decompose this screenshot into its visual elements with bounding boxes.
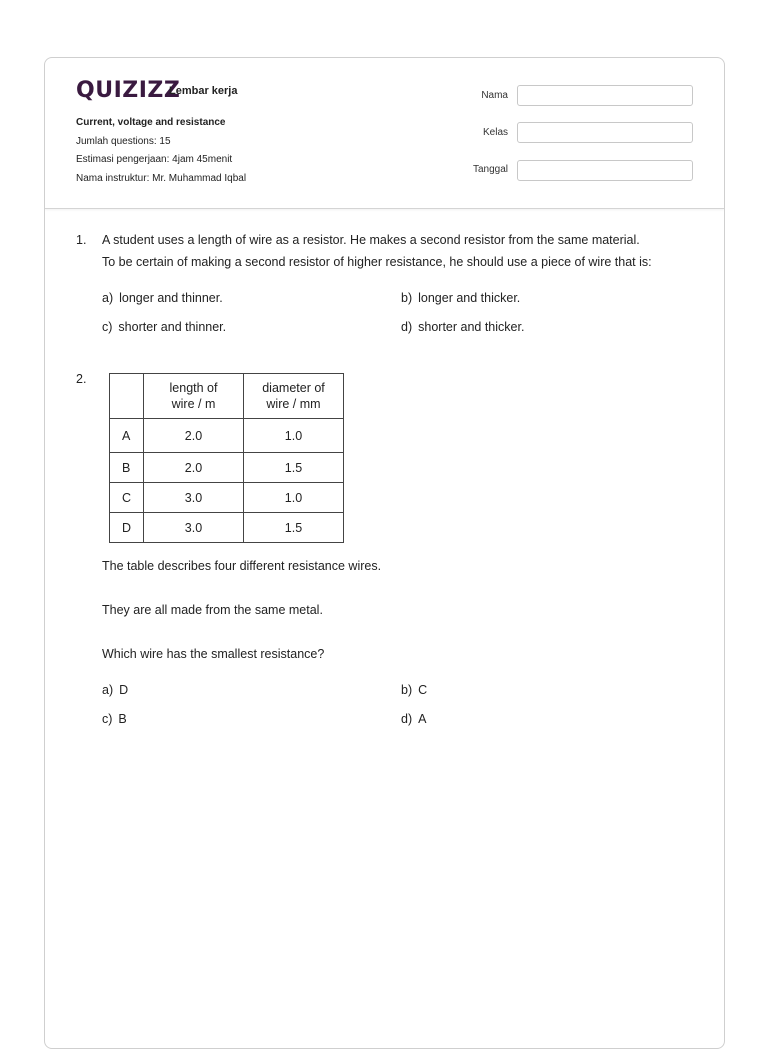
quizizz-logo: QUIZIZZ bbox=[76, 78, 181, 103]
table-cell: 3.0 bbox=[144, 513, 244, 543]
table-cell: 1.0 bbox=[244, 483, 344, 513]
table-cell: 1.0 bbox=[244, 419, 344, 453]
question-1-line: To be certain of making a second resistor of higher resistance, he should use a piece of wire that is: bbox=[102, 255, 652, 269]
worksheet-page bbox=[44, 57, 725, 1049]
question-1-option-d[interactable]: d) shorter and thicker. bbox=[401, 320, 525, 334]
question-2-paragraph: They are all made from the same metal. bbox=[102, 603, 323, 617]
table-row bbox=[110, 483, 344, 513]
table-header-cell bbox=[144, 374, 244, 419]
diameter-header-line: wire / mm bbox=[266, 397, 321, 411]
table-header-cell bbox=[244, 374, 344, 419]
question-1-option-a[interactable]: a) longer and thinner. bbox=[102, 291, 223, 305]
table-cell: D bbox=[110, 513, 144, 543]
quiz-title: Current, voltage and resistance bbox=[76, 117, 226, 128]
instructor-name: Nama instruktur: Mr. Muhammad Iqbal bbox=[76, 173, 247, 184]
class-field-label: Kelas bbox=[482, 127, 508, 138]
table-row bbox=[110, 419, 344, 453]
diameter-header-line: diameter of bbox=[262, 381, 325, 395]
length-header-line: wire / m bbox=[171, 397, 216, 411]
question-1-option-b[interactable]: b) longer and thicker. bbox=[401, 291, 521, 305]
question-2-paragraph: Which wire has the smallest resistance? bbox=[102, 647, 325, 661]
question-2-option-d[interactable]: d) A bbox=[401, 712, 427, 726]
table-header-row bbox=[110, 374, 344, 419]
question-count: Jumlah questions: 15 bbox=[76, 136, 171, 147]
class-field[interactable] bbox=[517, 122, 693, 143]
table-cell: B bbox=[110, 453, 144, 483]
table-row bbox=[110, 513, 344, 543]
table-cell: C bbox=[110, 483, 144, 513]
wire-table bbox=[109, 373, 344, 543]
question-2-number: 2. bbox=[76, 372, 87, 386]
question-2-option-b[interactable]: b) C bbox=[401, 683, 428, 697]
question-2-paragraph: The table describes four different resistance wires. bbox=[102, 559, 382, 573]
question-2-option-a[interactable]: a) D bbox=[102, 683, 129, 697]
table-cell: 3.0 bbox=[144, 483, 244, 513]
length-header-line: length of bbox=[169, 381, 218, 395]
name-field[interactable] bbox=[517, 85, 693, 106]
time-estimate: Estimasi pengerjaan: 4jam 45menit bbox=[76, 154, 233, 165]
question-1-number: 1. bbox=[76, 233, 87, 247]
table-cell: 2.0 bbox=[144, 419, 244, 453]
question-1-text bbox=[102, 229, 702, 273]
table-header-cell bbox=[110, 374, 144, 419]
worksheet-header bbox=[45, 58, 724, 209]
date-field-label: Tanggal bbox=[472, 164, 508, 175]
table-cell: 1.5 bbox=[244, 453, 344, 483]
question-1-line: A student uses a length of wire as a resistor. He makes a second resistor from the same material. bbox=[102, 233, 640, 247]
name-field-label: Nama bbox=[481, 90, 508, 101]
worksheet-type-label: Lembar kerja bbox=[169, 85, 238, 97]
table-cell: A bbox=[110, 419, 144, 453]
table-cell: 1.5 bbox=[244, 513, 344, 543]
table-cell: 2.0 bbox=[144, 453, 244, 483]
date-field[interactable] bbox=[517, 160, 693, 181]
table-row bbox=[110, 453, 344, 483]
question-2-option-c[interactable]: c) B bbox=[102, 712, 127, 726]
question-1-option-c[interactable]: c) shorter and thinner. bbox=[102, 320, 227, 334]
